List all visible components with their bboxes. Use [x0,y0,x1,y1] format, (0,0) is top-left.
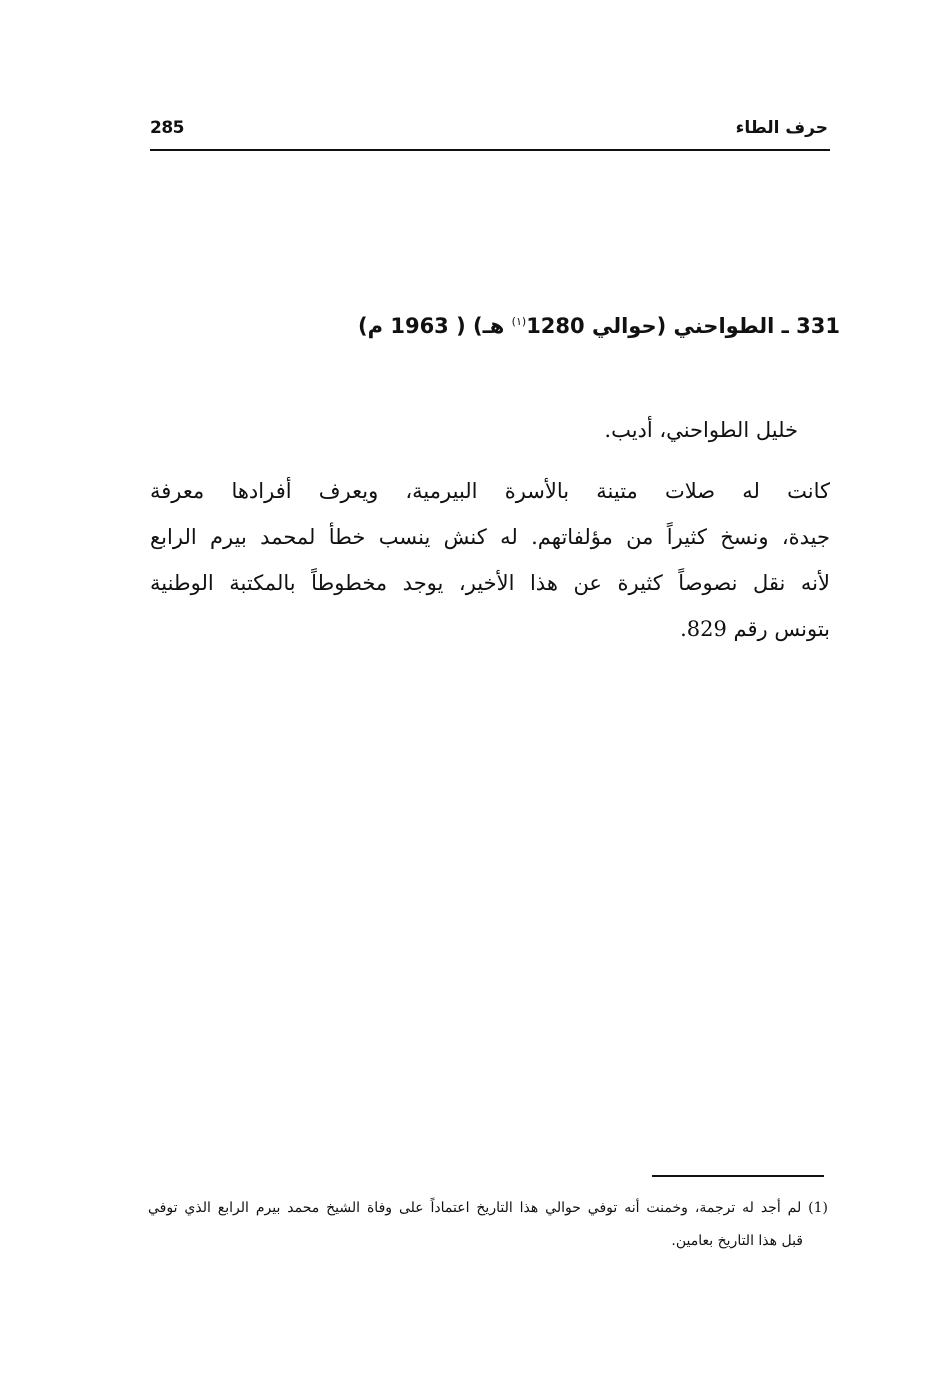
header-rule [150,149,830,151]
entry-heading-main: 331 ـ الطواحني (حوالي 1280 [526,314,840,338]
running-title: حرف الطاء [735,118,828,138]
footnote-line: (1) لم أجد له ترجمة، وخمنت أنه توفي حوالي هذا التاريخ اعتماداً على وفاة الشيخ محمد بيرم الرابع الذي توفي [148,1200,828,1216]
body-line: جيدة، ونسخ كثيراً من مؤلفاتهم. له كنش ينسب خطأ لمحمد بيرم الرابع [150,525,830,549]
footnote-reference: (١) [511,315,527,328]
page-header [150,118,828,148]
page-number: 285 [150,118,184,138]
entry-body [150,468,830,652]
body-line: لأنه نقل نصوصاً كثيرة عن هذا الأخير، يوجد مخطوطاً بالمكتبة الوطنية [150,571,830,595]
footnote [148,1192,828,1258]
body-line: كانت له صلات متينة بالأسرة البيرمية، ويعرف أفرادها معرفة [150,479,830,503]
footnote-rule [652,1175,824,1177]
footnote-line: قبل هذا التاريخ بعامين. [671,1233,803,1249]
entry-intro: خليل الطواحني، أديب. [604,418,798,442]
body-line: بتونس رقم 829. [680,617,830,641]
entry-heading-tail: هـ) ( 1963 م) [358,314,512,338]
entry-heading [240,314,840,338]
